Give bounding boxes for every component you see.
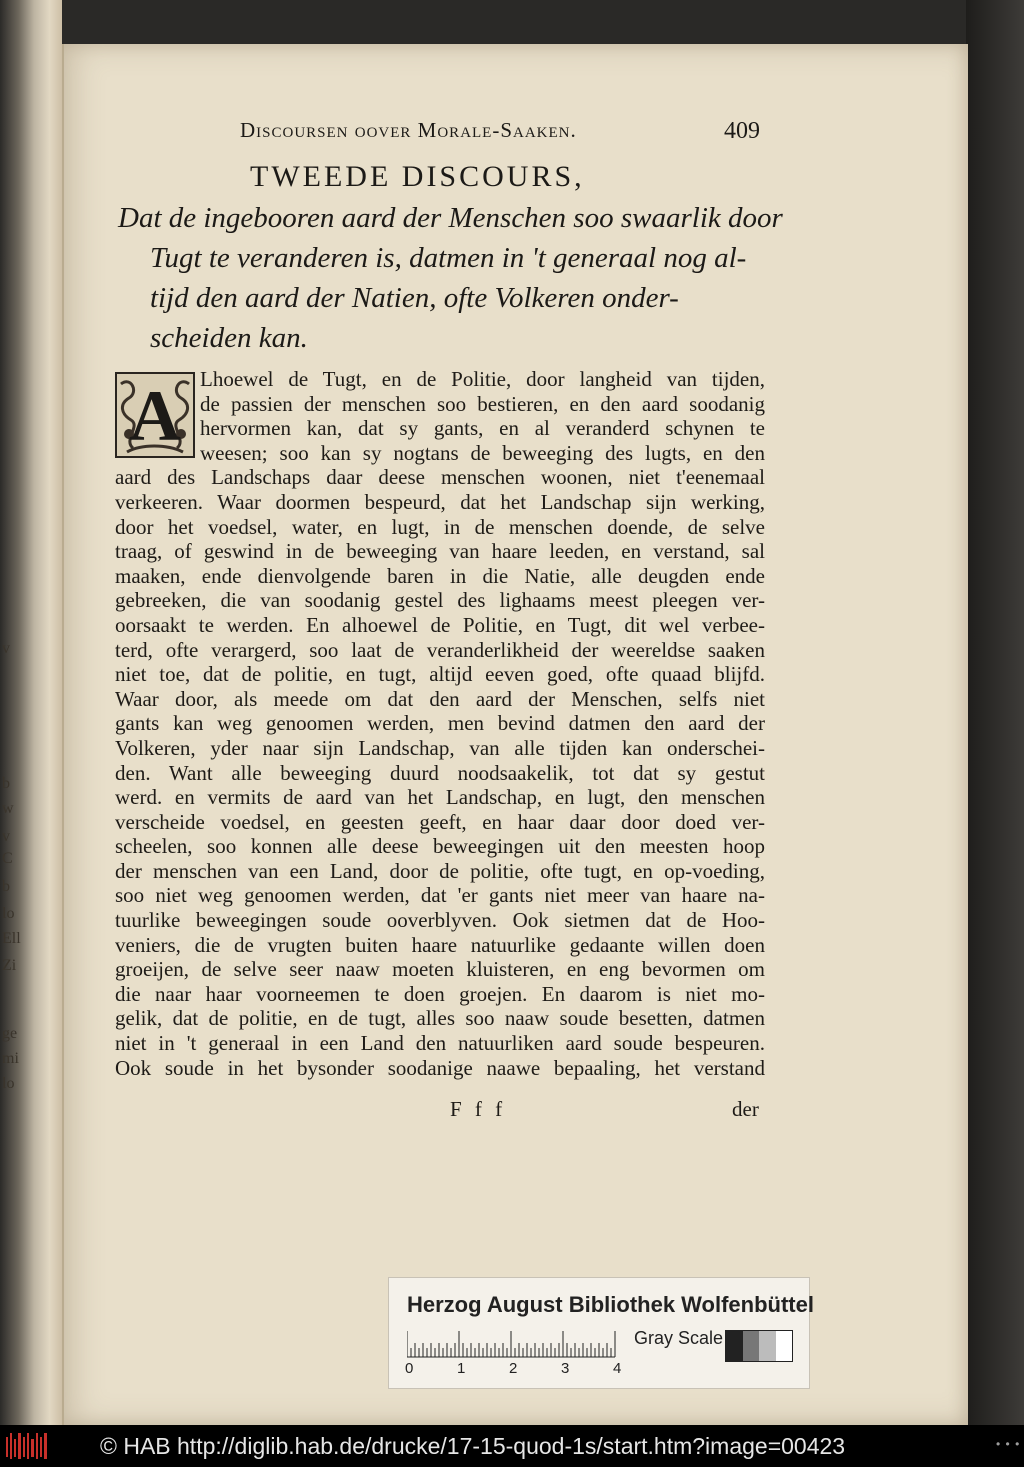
text-line: scheelen, soo konnen alle deese beweegingen uit den meesten hoop [115, 834, 765, 859]
text-line: niet toe, dat de politie, en tugt, altijd eeven goed, ofte quaad blijfd. [115, 662, 765, 687]
page-number: 409 [724, 118, 760, 144]
swatch [776, 1331, 793, 1361]
gray-scale-swatches [725, 1330, 793, 1362]
edge-glyph: ge [2, 1025, 18, 1042]
text-line: groeijen, de selve seer naaw moeten kluisteren, en eng bevormen om [115, 957, 765, 982]
text-line: veniers, die de vrugten buiten haare natuurlike gedaante willen doen [115, 932, 765, 957]
copyright-link[interactable]: © HAB http://diglib.hab.de/drucke/17-15-quod-1s/start.htm?image=00423 [100, 1433, 846, 1459]
edge-glyph: v [2, 640, 10, 657]
footer-bar [0, 1425, 1024, 1467]
text-line: gelik, dat de politie, en de tugt, alles soo naaw soude besetten, datmen [115, 1006, 765, 1031]
color-calibration-card [388, 1277, 814, 1389]
text-line: maaken, ende dienvolgende baren in die Natie, alle deugden ende [115, 563, 765, 588]
edge-glyph: lo [2, 1075, 15, 1092]
ruler-number: 0 [405, 1360, 414, 1377]
text-line: der menschen van een Land, door de politie, ofte tugt, en op-voeding, [115, 858, 765, 883]
barcode-logo-icon [6, 1433, 50, 1459]
text-line: Lhoewel de Tugt, en de Politie, door langheid van tijden, [200, 367, 765, 391]
catchword: der [732, 1097, 759, 1121]
library-name: Herzog August Bibliothek Wolfenbüttel [407, 1292, 814, 1317]
text-line: door het voedsel, water, en lugt, in de menschen doende, de selve [115, 514, 765, 539]
text-line: die naar haar voorneemen te doen groejen. En daarom is niet mo- [115, 981, 765, 1006]
gray-scale-label: Gray Scale [634, 1328, 724, 1348]
text-line: soo niet weg genoomen werden, dat 'er gants niet meer van haare na- [115, 883, 765, 908]
edge-glyph: C [2, 850, 13, 867]
edge-glyph: Zi [2, 957, 17, 974]
body-text [115, 367, 765, 1080]
chapter-subheading [118, 198, 783, 358]
text-line: weesen; soo kan sy nogtans de beweeging des lugts, en den [200, 440, 765, 465]
text-line: werd. en vermits de aard van het Landschap, en lugt, den menschen [115, 785, 765, 810]
text-line: Volkeren, yder naar sijn Landschap, van alle tijden kan onderschei- [115, 735, 765, 760]
edge-glyph: Ell [2, 930, 21, 947]
edge-glyph: lo [2, 905, 15, 922]
right-background [966, 0, 1024, 1425]
text-line: aard des Landschaps daar deese menschen woonen, niet t'eenemaal [115, 465, 765, 490]
initial-letter: A [129, 376, 181, 456]
edge-glyph: w [2, 800, 14, 817]
swatch [726, 1331, 743, 1361]
swatch [743, 1331, 760, 1361]
ruler-number: 1 [457, 1360, 466, 1377]
text-line: tuurlike beweegingen soude ooverblyven. Ook sietmen dat de Hoo- [115, 908, 765, 933]
swatch [759, 1331, 776, 1361]
signature-mark: F f f [450, 1097, 507, 1121]
text-line: Waar door, als meede om dat den aard der Menschen, selfs niet [115, 686, 765, 711]
subheading-line: Dat de ingebooren aard der Menschen soo swaarlik door [118, 202, 783, 234]
subheading-line: tijd den aard der Natien, ofte Volkeren onder- [150, 282, 679, 314]
text-line: gebreeken, die van soodanig gestel des lighaams meest pleegen ver- [115, 588, 765, 613]
text-line: verscheide voedsel, en geesten geeft, en haar daar door doed ver- [115, 809, 765, 834]
ruler-scale-icon [407, 1330, 617, 1358]
edge-glyph: b [2, 775, 10, 792]
text-line: Ook soude in het bysonder soodanige naawe bepaaling, het verstand [115, 1055, 765, 1080]
text-line: gants kan weg genoomen werden, men bevind datmen den aard der [115, 711, 765, 736]
text-line: traag, of geswind in de beweeging van haare leeden, en verstand, sal [115, 539, 765, 564]
ruler-number: 2 [509, 1360, 518, 1377]
text-line: verkeeren. Waar doormen bespeurd, dat het Landschap sijn werking, [115, 489, 765, 514]
adjacent-page-edge [0, 0, 62, 1425]
text-line: hervormen kan, dat sy gants, en al veranderd schynen te [200, 416, 765, 441]
more-options-icon[interactable]: • • • [996, 1437, 1021, 1451]
subheading-line: Tugt te veranderen is, datmen in 't generaal nog al- [150, 242, 747, 274]
edge-glyph: b [2, 878, 10, 895]
ruler-number: 3 [561, 1360, 570, 1377]
text-line: oorsaakt te werden. En alhoewel de Politie, en Tugt, dit wel verbee- [115, 612, 765, 637]
subheading-line: scheiden kan. [150, 322, 308, 354]
chapter-heading: TWEEDE DISCOURS, [250, 160, 585, 193]
running-head: Discoursen oover Morale-Saaken. [240, 118, 577, 142]
ruler-number: 4 [613, 1360, 622, 1377]
top-background [62, 0, 966, 44]
text-line: niet in 't generaal in een Land den natuurliken aard soude bespeuren. [115, 1031, 765, 1056]
edge-glyph: v [2, 828, 10, 845]
text-line: terd, ofte verargerd, soo laat de veranderlikheid der weereldse saaken [115, 637, 765, 662]
text-line: de passien der menschen soo bestieren, en den aard soodanig [200, 391, 765, 416]
text-line: den. Want alle beweeging duurd noodsaakelik, tot dat sy gestut [115, 760, 765, 785]
edge-glyph: mi [2, 1050, 19, 1067]
